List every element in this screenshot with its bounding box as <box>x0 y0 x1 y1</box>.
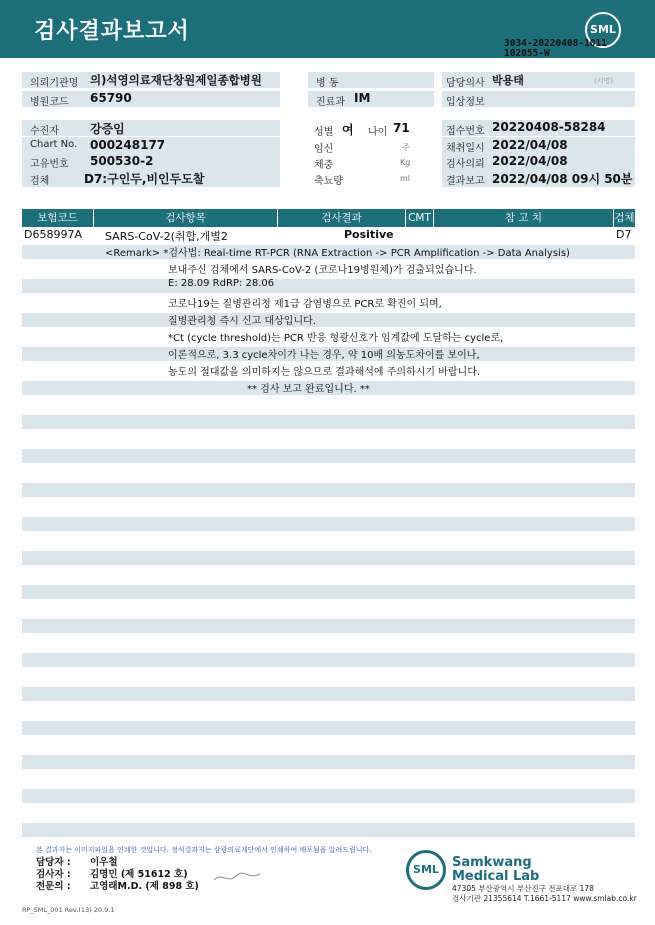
chart-label: Chart No. <box>30 139 78 150</box>
report-label: 결과보고 <box>446 176 485 187</box>
specimen-value: D7:구인두,비인두도찰 <box>84 172 205 186</box>
remark-line: 질병관리청 즉시 신고 대상입니다. <box>168 316 316 327</box>
dept-value: IM <box>354 91 371 105</box>
col-specimen: 검체 <box>614 212 635 224</box>
doctor-label: 담당의사 <box>446 78 485 89</box>
col-test-item: 검사항목 <box>94 209 278 227</box>
row-specimen: D7 <box>616 228 632 241</box>
remark-line: <Remark> *검사법: Real-time RT-PCR (RNA Extraction -> PCR Amplification -> Data Analysis) <box>105 248 570 259</box>
id-number: 500530-2 <box>90 154 154 168</box>
samkwang-logo: SML <box>406 850 446 890</box>
code-label: 병원코드 <box>30 97 69 108</box>
receipt-number: 20220408-58284 <box>492 120 606 134</box>
request-label: 검사의뢰 <box>446 159 485 170</box>
revision-code: RP_SML_001 Rev.(13) 20.9.1 <box>22 906 115 914</box>
table-row-stripe <box>22 755 635 769</box>
request-date: 2022/04/08 <box>492 154 568 168</box>
table-row-stripe <box>22 449 635 463</box>
urine-unit: ml <box>400 174 411 183</box>
sex-label: 성별 <box>314 127 334 138</box>
table-row-stripe <box>22 415 635 429</box>
report-title: 검사결과보고서 <box>34 19 190 44</box>
chart-number: 000248177 <box>90 138 166 152</box>
receipt-label: 접수번호 <box>446 126 485 137</box>
hospital-code: 65790 <box>90 91 132 105</box>
hospital-name: 의)석영의료재단창원제일종합병원 <box>90 73 262 87</box>
col-cmt: CMT <box>406 209 434 227</box>
lab-address: 47305 부산광역시 부산진구 전포대로 178 검사기관 21355614 T.1661-5117 www.smlab.co.kr <box>452 884 637 903</box>
hospital-label: 의뢰기관명 <box>30 78 79 89</box>
urine-label: 축뇨량 <box>314 176 343 187</box>
table-row-stripe <box>22 789 635 803</box>
footer-notice: 본 결과지는 이미지파일을 인쇄한 것입니다. 정식결과지는 삼광의료재단에서 인쇄하여 배포됨을 알려드립니다. <box>36 846 372 854</box>
brand-name-2: Medical Lab <box>452 869 540 884</box>
table-row-stripe <box>22 687 635 701</box>
age-value: 71 <box>393 121 410 135</box>
tester-label: 검사자 : <box>36 869 71 880</box>
reporter-label: 담당자 : <box>36 857 71 868</box>
specialist-name: 고영래M.D. (제 898 호) <box>90 881 199 892</box>
sml-logo: SML <box>585 12 621 48</box>
row-insurance-code: D658997A <box>24 228 82 241</box>
weight-unit: Kg <box>400 158 411 167</box>
ward-label: 병 동 <box>316 78 339 89</box>
pregnancy-label: 임신 <box>314 144 334 155</box>
table-row-stripe <box>22 313 635 327</box>
report-datetime: 2022/04/08 09시 50분 <box>492 172 633 186</box>
table-row-stripe <box>22 823 635 837</box>
pregnancy-unit: 주 <box>402 143 410 152</box>
results-table-header <box>22 209 635 227</box>
brand-name-1: Samkwang <box>452 855 532 870</box>
remark-line: E: 28.09 RdRP: 28.06 <box>168 278 275 289</box>
remark-line: *Ct (cycle threshold)는 PCR 반응 형광신호가 임계값에 도달하는 cycle로, <box>168 333 504 344</box>
id-label: 고유번호 <box>30 159 69 170</box>
doctor-name: 박용태 <box>492 74 524 87</box>
table-row-stripe <box>22 721 635 735</box>
remark-line: 농도의 절대값을 의미하지는 않으므로 결과해석에 주의하시기 바랍니다. <box>168 367 481 378</box>
table-row-stripe <box>22 585 635 599</box>
remark-line: 코로나19는 질병관리청 제1급 감염병으로 PCR로 확진이 되며, <box>168 299 442 310</box>
specialist-label: 전문의 : <box>36 881 71 892</box>
col-reference: 참 고 치 <box>434 209 614 227</box>
collect-date: 2022/04/08 <box>492 138 568 152</box>
tester-name: 김명민 (제 51612 호) <box>90 869 188 880</box>
col-result: 검사결과 <box>278 209 406 227</box>
table-row-stripe <box>22 653 635 667</box>
row-test-item: SARS-CoV-2(취합,개별2 <box>105 230 228 243</box>
table-row-stripe <box>22 483 635 497</box>
patient-name: 강증임 <box>90 122 125 136</box>
remark-line: ** 검사 보고 완료입니다. ** <box>247 384 370 395</box>
remark-line: 보내주신 검체에서 SARS-CoV-2 (코로나19병원체)가 검출되었습니다. <box>168 265 477 276</box>
remark-line: 이론적으로, 3.3 cycle차이가 나는 경우, 약 10배 의농도차이를 보이나, <box>168 350 480 361</box>
weight-label: 체중 <box>314 160 334 171</box>
info-strip <box>22 120 280 136</box>
signature-scribble <box>212 868 262 886</box>
specimen-label: 검체 <box>30 176 50 187</box>
table-row-stripe <box>22 619 635 633</box>
inpatient-label: 입상정보 <box>446 97 485 108</box>
dept-label: 진료과 <box>316 97 345 108</box>
row-result: Positive <box>344 228 394 241</box>
col-insurance-code: 보험코드 <box>22 209 94 227</box>
document-number: 3034-20220408-1011 102055-W <box>504 38 607 59</box>
table-row-stripe <box>22 517 635 531</box>
sex-value: 여 <box>342 123 354 137</box>
table-row-stripe <box>22 551 635 565</box>
age-label: 나이 <box>368 127 388 138</box>
reporter-name: 이우철 <box>90 857 118 868</box>
table-row-stripe <box>22 279 635 293</box>
doctor-sign: (서명) <box>594 77 613 85</box>
collect-label: 채취일시 <box>446 143 485 154</box>
patient-label: 수진자 <box>30 126 59 137</box>
